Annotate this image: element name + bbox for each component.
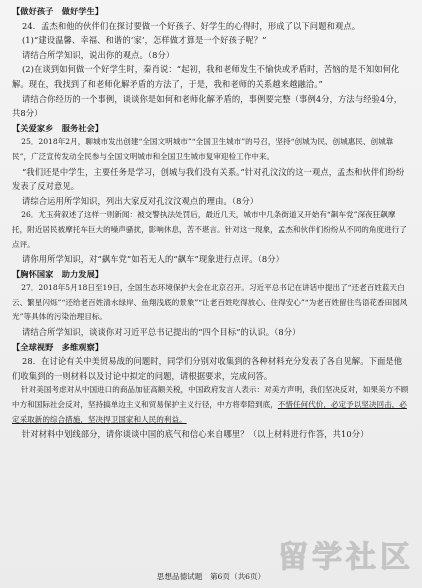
page-footer: 思想品德试题 第6页（共6页） [156, 572, 266, 581]
q28-task: 针对材料中划线部分，请你谈谈中国的底气和信心来自哪里？（以上材料进行作答，共10分） [21, 429, 369, 440]
q24-q1: (1)“建设温馨、幸福、和谐的‘家’，怎样做才算是一个好孩子呢？” [21, 35, 267, 46]
page-content [12, 4, 410, 442]
watermark-logo: 留学社区 [278, 540, 414, 575]
section-title-global: 【全球视野 多维观察】 [12, 341, 104, 352]
q25-text: 25．2018年2月，聊城市发出创建“全国文明城市”“全国卫生城市”的号召，坚持“创城为民、创城惠民、创城靠民”，广泛宣传发动全民参与全国文明城市和全国卫生城市复审迎检工作中来。 [12, 137, 394, 161]
q28-material [12, 383, 410, 427]
q25-quote: “我们还是中学生，主要任务是学习，创城与我们没有关系。”针对孔汶汶的这一观点，孟杰和伙伴们纷纷发表了反对意见。 [12, 166, 405, 192]
q24-task2: 请结合你经历的一个事例，谈谈你是如何和老师化解矛盾的，事例要完整（事例4分，方法与经验4分，共8分） [12, 93, 403, 119]
q28-text: 28．在讨论有关中美贸易战的问题时，同学们分别对收集到的各种材料充分发表了各自见解。下面是他们收集到的一则材料以及讨论中拟定的问题，请根据要求，完成问答。 [12, 356, 403, 381]
q26-text: 26．尤玉荷叙述了这样一则新闻：被交警执法处罚后，最近几天，城市中几条街道又开始有“飙车党”深夜狂飙摩托，附近居民被摩托车巨大的噪声骚扰，影响休息，苦不堪言。针对这一现象，孟杰和伙伴们纷纷从不同的角度进行了点评。 [12, 210, 407, 249]
section-title-hometown: 【关爱家乡 服务社会】 [12, 122, 104, 133]
q27-text: 27．2018年5月18日至19日，全国生态环境保护大会在北京召开。习近平总书记在讲话中提出了“还老百姓蓝天白云、繁星闪烁”“还给老百姓清水绿岸、鱼翔浅底的景象”“让老百姓吃得放心、住得安心”“为老百姓留住鸟语花香田园风光”等具体的污染治理目标。 [12, 283, 408, 322]
q25-task: 请综合运用所学知识，列出大家反对孔汶汶观点的理由。（8分） [21, 195, 259, 206]
q24-q2: (2)在谈到如何做一个好学生时，秦肖说：“起初，我和老师发生不愉快或矛盾时，苦恼的是不知如何化解。现在，我找到了和老师化解矛盾的方法了，于是，我和老师的关系越来越融洽。” [12, 64, 400, 89]
section-title-good-child: 【做好孩子 做好学生】 [12, 6, 104, 16]
q28-material-underlined: 不惜任何代价，必定予以坚决回击，必定采取新的综合措施，坚决捍卫国家和人民的利益。 [12, 400, 407, 424]
q24-intro: 24．孟杰和他的伙伴们在探讨要做一个好孩子、好学生的心得时，形成了以下问题和观点。 [21, 20, 361, 31]
q28-material-a: 针对美国考虑对从中国进口的商品加征高额关税，中国政府发言人表示：对美方声明，我们坚决反对，如果美方不顾中方和国际社会反对，坚持搞单边主义和贸易保护主义行径，中方将奉陪到底， [12, 385, 409, 410]
q26-task: 请你用所学知识，对“飙车党”如若无人的“飙车”现象进行点评。（8分） [21, 254, 285, 265]
q24-task1: 请结合所学知识，说出你的观点。（8分） [21, 49, 175, 60]
section-title-nation: 【胸怀国家 助力发展】 [12, 268, 104, 279]
q27-task: 请结合所学知识，谈谈你对习近平总书记提出的“四个目标”的认识。（8分） [21, 327, 301, 338]
